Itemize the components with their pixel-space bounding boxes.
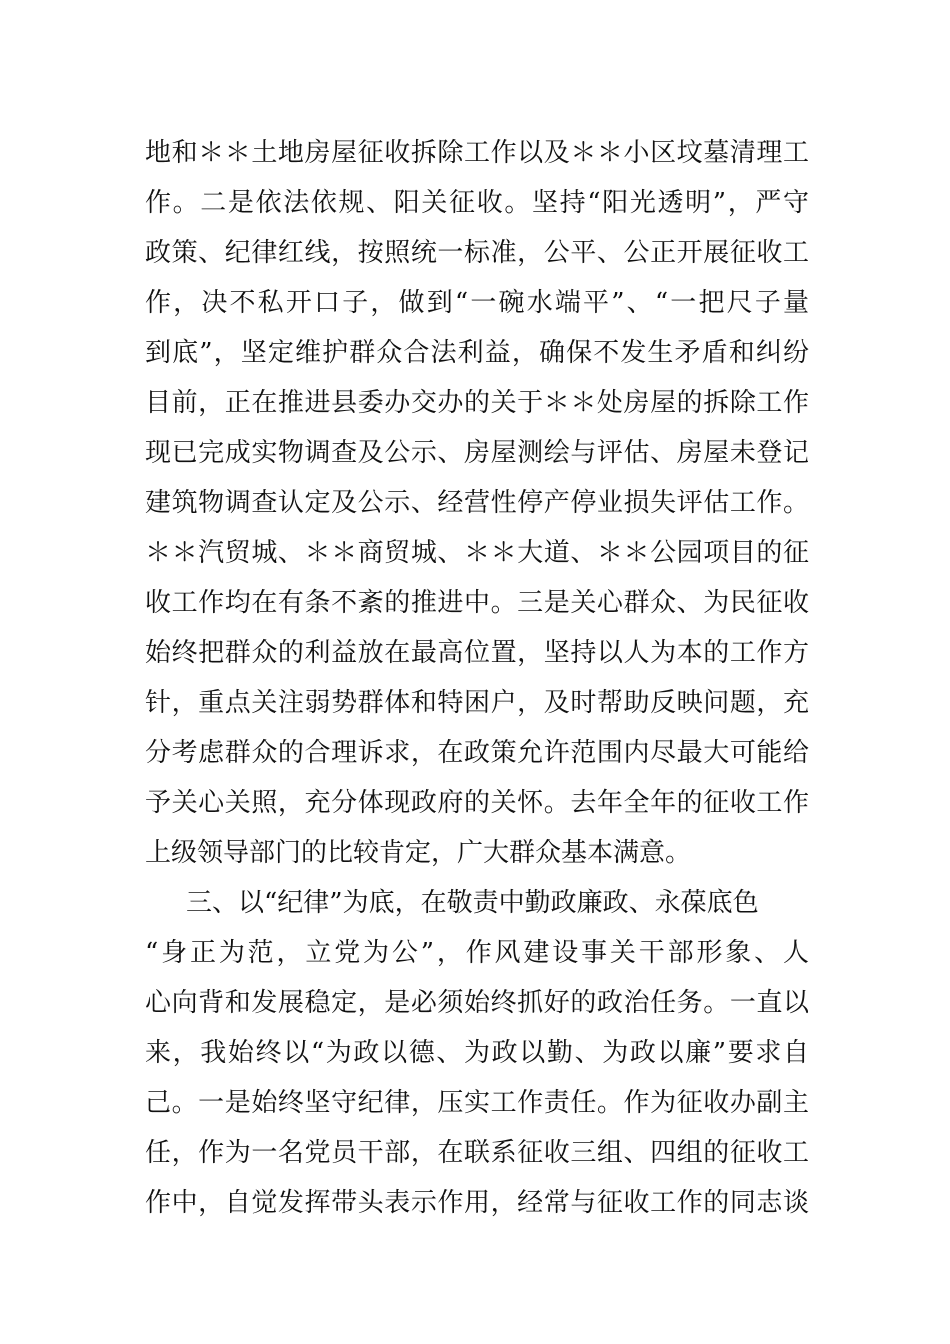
text-line: 目前，正在推进县委办交办的关于＊＊处房屋的拆除工作 (145, 388, 809, 418)
text-line: 建筑物调查认定及公示、经营性停产停业损失评估工作。 (145, 488, 809, 518)
text-line: 分考虑群众的合理诉求，在政策允许范围内尽最大可能给 (145, 738, 809, 768)
text-line: 作中，自觉发挥带头表示作用，经常与征收工作的同志谈 (145, 1188, 809, 1218)
text-line: 作，决不私开口子，做到“一碗水端平”、“一把尺子量 (145, 288, 809, 318)
text-line: 始终把群众的利益放在最高位置，坚持以人为本的工作方 (145, 638, 809, 668)
text-line: 任，作为一名党员干部，在联系征收三组、四组的征收工 (145, 1138, 809, 1168)
text-line: 针，重点关注弱势群体和特困户，及时帮助反映问题，充 (145, 688, 809, 718)
text-line: 现已完成实物调查及公示、房屋测绘与评估、房屋未登记 (145, 438, 809, 468)
text-line: 己。一是始终坚守纪律，压实工作责任。作为征收办副主 (145, 1088, 809, 1118)
text-line: 上级领导部门的比较肯定，广大群众基本满意。 (145, 838, 692, 868)
text-line: 心向背和发展稳定，是必须始终抓好的政治任务。一直以 (145, 988, 809, 1018)
text-line: “身正为范，立党为公”，作风建设事关干部形象、人 (145, 938, 809, 968)
section-heading: 三、以“纪律”为底，在敬责中勤政廉政、永葆底色 (186, 888, 759, 918)
text-line: 作。二是依法依规、阳关征收。坚持“阳光透明”，严守 (145, 188, 809, 218)
text-line: 来，我始终以“为政以德、为政以勤、为政以廉”要求自 (145, 1038, 809, 1068)
text-line: 到底”，坚定维护群众合法利益，确保不发生矛盾和纠纷 (145, 338, 809, 368)
text-line: 予关心关照，充分体现政府的关怀。去年全年的征收工作 (145, 788, 809, 818)
text-line: 政策、纪律红线，按照统一标准，公平、公正开展征收工 (145, 238, 809, 268)
text-line: 地和＊＊土地房屋征收拆除工作以及＊＊小区坟墓清理工 (145, 138, 809, 168)
text-line: 收工作均在有条不紊的推进中。三是关心群众、为民征收 (145, 588, 809, 618)
text-line: ＊＊汽贸城、＊＊商贸城、＊＊大道、＊＊公园项目的征 (145, 538, 809, 568)
